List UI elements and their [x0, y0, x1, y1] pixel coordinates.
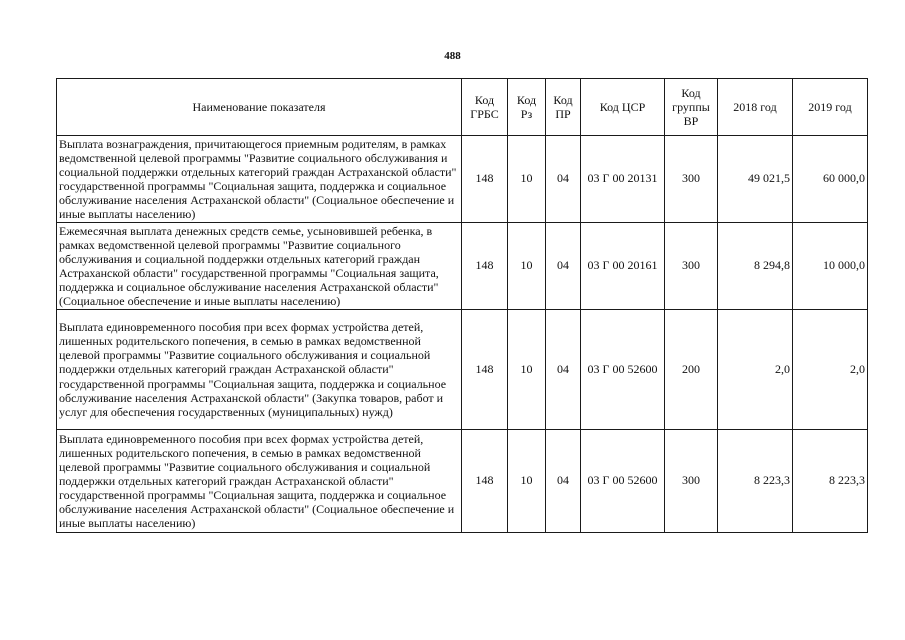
row-pr: 04: [546, 223, 581, 310]
row-2018: 2,0: [718, 310, 793, 430]
header-vr: Код группы ВР: [665, 79, 718, 136]
row-2018: 49 021,5: [718, 136, 793, 223]
row-name: Выплата единовременного пособия при всех формах устройства детей, лишенных родительского попечения, в семью в рамках ведомственной целевой программы "Развитие социального обслуживания и социальной поддержки отдельных категорий граждан Астраханской области" государственной программы "Социальная защита, поддержка и социальное обслуживание населения Астраханской области" (Закупка товаров, работ и услуг для обеспечения государственных (муниципальных) нужд): [57, 310, 462, 430]
row-vr: 300: [665, 136, 718, 223]
table-row: [57, 136, 868, 223]
table-row: [57, 310, 868, 430]
row-vr: 300: [665, 430, 718, 533]
row-csr: 03 Г 00 52600: [581, 310, 665, 430]
row-vr: 300: [665, 223, 718, 310]
row-csr: 03 Г 00 20161: [581, 223, 665, 310]
row-csr: 03 Г 00 52600: [581, 430, 665, 533]
row-grbs: 148: [462, 430, 508, 533]
header-2018: 2018 год: [718, 79, 793, 136]
header-name: Наименование показателя: [57, 79, 462, 136]
row-name: Выплата вознаграждения, причитающегося приемным родителям, в рамках ведомственной целевой программы "Развитие социального обслуживания и социальной поддержки отдельных категорий граждан Астраханской области" государственной программы "Социальная защита, поддержка и социальное обслуживание населения Астраханской области" (Социальное обеспечение и иные выплаты населению): [57, 136, 462, 223]
row-vr: 200: [665, 310, 718, 430]
header-csr: Код ЦСР: [581, 79, 665, 136]
row-2018: 8 223,3: [718, 430, 793, 533]
header-grbs: Код ГРБС: [462, 79, 508, 136]
row-grbs: 148: [462, 136, 508, 223]
table-row: [57, 223, 868, 310]
row-rz: 10: [508, 430, 546, 533]
table-row: [57, 430, 868, 533]
row-2019: 60 000,0: [793, 136, 868, 223]
row-csr: 03 Г 00 20131: [581, 136, 665, 223]
row-2019: 8 223,3: [793, 430, 868, 533]
budget-table: [56, 78, 868, 533]
row-pr: 04: [546, 310, 581, 430]
header-rz: Код Рз: [508, 79, 546, 136]
row-grbs: 148: [462, 223, 508, 310]
row-2018: 8 294,8: [718, 223, 793, 310]
row-2019: 2,0: [793, 310, 868, 430]
row-pr: 04: [546, 136, 581, 223]
row-rz: 10: [508, 136, 546, 223]
row-2019: 10 000,0: [793, 223, 868, 310]
row-rz: 10: [508, 310, 546, 430]
header-pr: Код ПР: [546, 79, 581, 136]
row-name: Выплата единовременного пособия при всех формах устройства детей, лишенных родительского попечения, в семью в рамках ведомственной целевой программы "Развитие социального обслуживания и социальной поддержки отдельных категорий граждан Астраханской области" государственной программы "Социальная защита, поддержка и социальное обслуживание населения Астраханской области" (Социальное обеспечение и иные выплаты населению): [57, 430, 462, 533]
row-name: Ежемесячная выплата денежных средств семье, усыновившей ребенка, в рамках ведомственной целевой программы "Развитие социального обслуживания и социальной поддержки отдельных категорий граждан Астраханской области" государственной программы "Социальная защита, поддержка и социальное обслуживание населения Астраханской области" (Социальное обеспечение и иные выплаты населению): [57, 223, 462, 310]
page-number: 488: [444, 50, 461, 62]
row-rz: 10: [508, 223, 546, 310]
row-pr: 04: [546, 430, 581, 533]
row-grbs: 148: [462, 310, 508, 430]
header-2019: 2019 год: [793, 79, 868, 136]
table-header-row: [57, 79, 868, 136]
